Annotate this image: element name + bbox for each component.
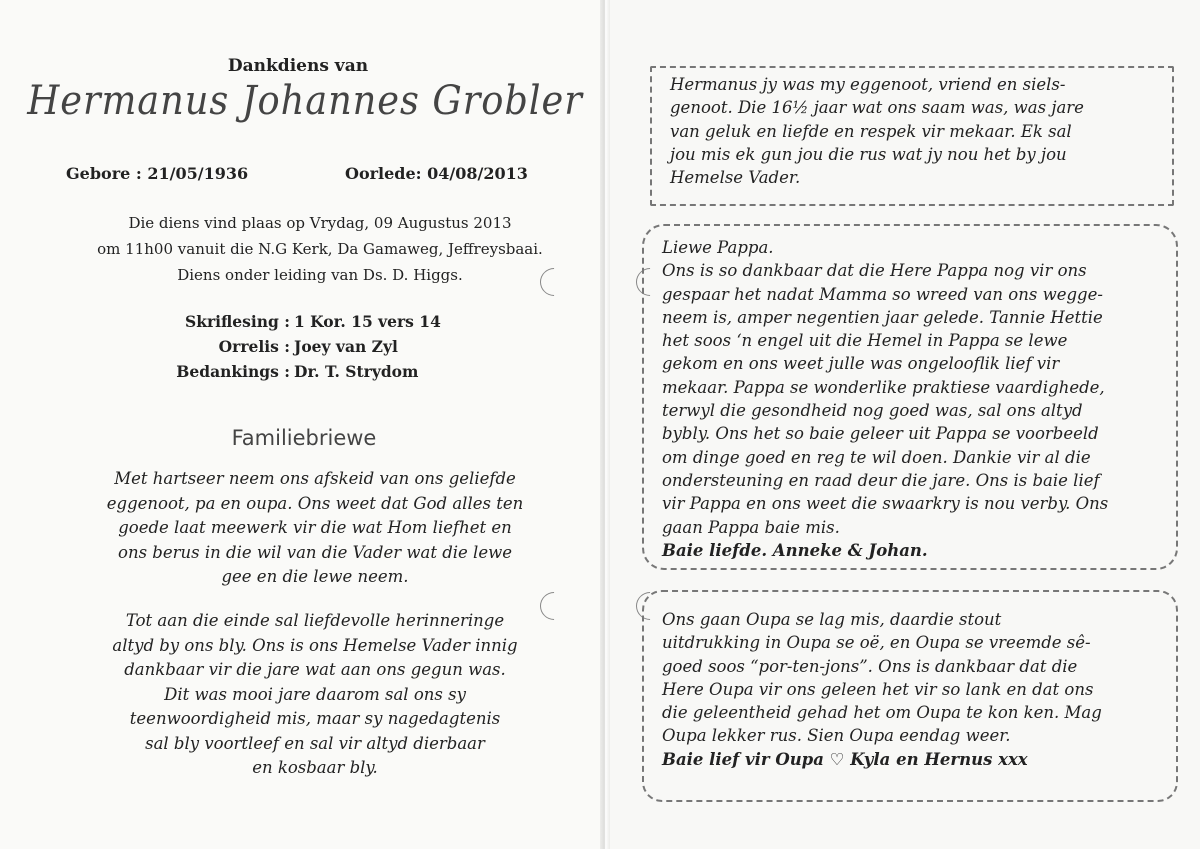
service-details <box>40 210 600 288</box>
letter-line: teenwoordigheid mis, maar sy nagedagtenis <box>129 709 501 728</box>
program-label: Orrelis : <box>218 337 290 356</box>
message-bubble-spouse <box>650 66 1174 206</box>
bubble-line: gekom en ons weet julle was ongelooflik lief vir <box>662 354 1060 374</box>
section-title: Familiebriewe <box>231 426 377 450</box>
bubble-line: die geleentheid gehad het om Oupa te kon ken. Mag <box>662 703 1102 723</box>
bubble-line: goed soos “por-ten-jons”. Ons is dankbaar dat die <box>662 656 1078 676</box>
bubble-line: genoot. Die 16½ jaar wat ons saam was, was jare <box>670 98 1084 118</box>
bubble-line: van geluk en liefde en respek vir mekaar. Ek sal <box>670 121 1072 141</box>
letter-line: eggenoot, pa en oupa. Ons weet dat God alles ten <box>106 493 524 513</box>
program-row <box>100 359 500 384</box>
service-line: Die diens vind plaas op Vrydag, 09 Augustus 2013 <box>128 214 512 232</box>
bubble-line: het soos ‘n engel uit die Hemel in Pappa se lewe <box>662 331 1068 351</box>
program-label: Skriflesing : <box>185 312 290 331</box>
letter-line: ons berus in die wil van die Vader wat die lewe <box>118 542 512 562</box>
deceased-name: Hermanus Johannes Grobler <box>27 78 583 124</box>
program-row <box>100 309 500 334</box>
birth-date: Gebore : 21/05/1936 <box>66 164 249 183</box>
bubble-line: om dinge goed en reg te wil doen. Dankie vir al die <box>662 447 1091 467</box>
message-bubble-grandchildren <box>642 590 1178 802</box>
program-value: 1 Kor. 15 vers 14 <box>294 312 441 331</box>
bubble-line: uitdrukking in Oupa se oë, en Oupa se vreemde sê- <box>662 633 1091 653</box>
family-letter-2 <box>55 609 575 781</box>
letter-line: altyd by ons bly. Ons is ons Hemelse Vader innig <box>112 635 518 655</box>
bubble-line: jou mis ek gun jou die rus wat jy nou het by jou <box>670 144 1067 164</box>
bubble-line: Ons gaan Oupa se lag mis, daardie stout <box>662 610 1002 629</box>
family-letter-1 <box>55 467 575 590</box>
bubble-line: Oupa lekker rus. Sien Oupa eendag weer. <box>662 726 1011 746</box>
bubble-line: bybly. Ons het so baie geleer uit Pappa se voorbeeld <box>662 424 1099 444</box>
letter-line: goede laat meewerk vir die wat Hom liefhet en <box>118 518 512 537</box>
page-fold <box>600 0 610 849</box>
letter-line: Dit was mooi jare daarom sal ons sy <box>164 684 466 704</box>
bubble-line: mekaar. Pappa se wonderlike praktiese vaardighede, <box>662 377 1105 397</box>
bubble-line: Hermanus jy was my eggenoot, vriend en siels- <box>670 75 1066 94</box>
service-heading: Dankdiens van <box>227 56 369 76</box>
message-bubble-children <box>642 224 1178 570</box>
bubble-line: vir Pappa en ons weet die swaarkry is nou verby. Ons <box>662 494 1109 514</box>
letter-line: Tot aan die einde sal liefdevolle herinneringe <box>125 611 505 630</box>
letter-line: dankbaar vir die jare wat aan ons gegun was. <box>124 660 506 679</box>
death-date: Oorlede: 04/08/2013 <box>345 164 528 183</box>
program-row <box>100 334 500 359</box>
letter-line: gee en die lewe neem. <box>221 567 409 586</box>
letter-line: en kosbaar bly. <box>252 758 378 777</box>
program-value: Dr. T. Strydom <box>294 362 419 381</box>
program-value: Joey van Zyl <box>294 337 398 356</box>
letter-line: sal bly voortleef en sal vir altyd dierbaar <box>145 733 485 753</box>
letter-line: Met hartseer neem ons afskeid van ons geliefde <box>114 469 516 488</box>
program-label: Bedankings : <box>176 362 290 381</box>
bubble-line: Ons is so dankbaar dat die Here Pappa nog vir ons <box>662 261 1087 281</box>
bubble-signature: Baie lief vir Oupa ♡ Kyla en Hernus xxx <box>662 749 1028 769</box>
service-line: om 11h00 vanuit die N.G Kerk, Da Gamaweg, Jeffreysbaai. <box>97 240 543 258</box>
bubble-line: Liewe Pappa. <box>662 238 774 257</box>
bubble-line: terwyl die gesondheid nog goed was, sal ons altyd <box>662 401 1083 421</box>
bubble-line: ondersteuning en raad deur die jare. Ons is baie lief <box>662 470 1100 490</box>
service-line: Diens onder leiding van Ds. D. Higgs. <box>177 266 463 284</box>
bubble-line: gespaar het nadat Mamma so wreed van ons wegge- <box>662 284 1103 304</box>
program-list <box>100 309 500 384</box>
bubble-line: gaan Pappa baie mis. <box>662 517 840 537</box>
bubble-line: Hemelse Vader. <box>670 168 801 188</box>
bubble-line: Here Oupa vir ons geleen het vir so lank en dat ons <box>662 679 1094 699</box>
bubble-signature: Baie liefde. Anneke & Johan. <box>662 540 928 560</box>
bubble-line: neem is, amper negentien jaar gelede. Tannie Hettie <box>662 307 1103 327</box>
